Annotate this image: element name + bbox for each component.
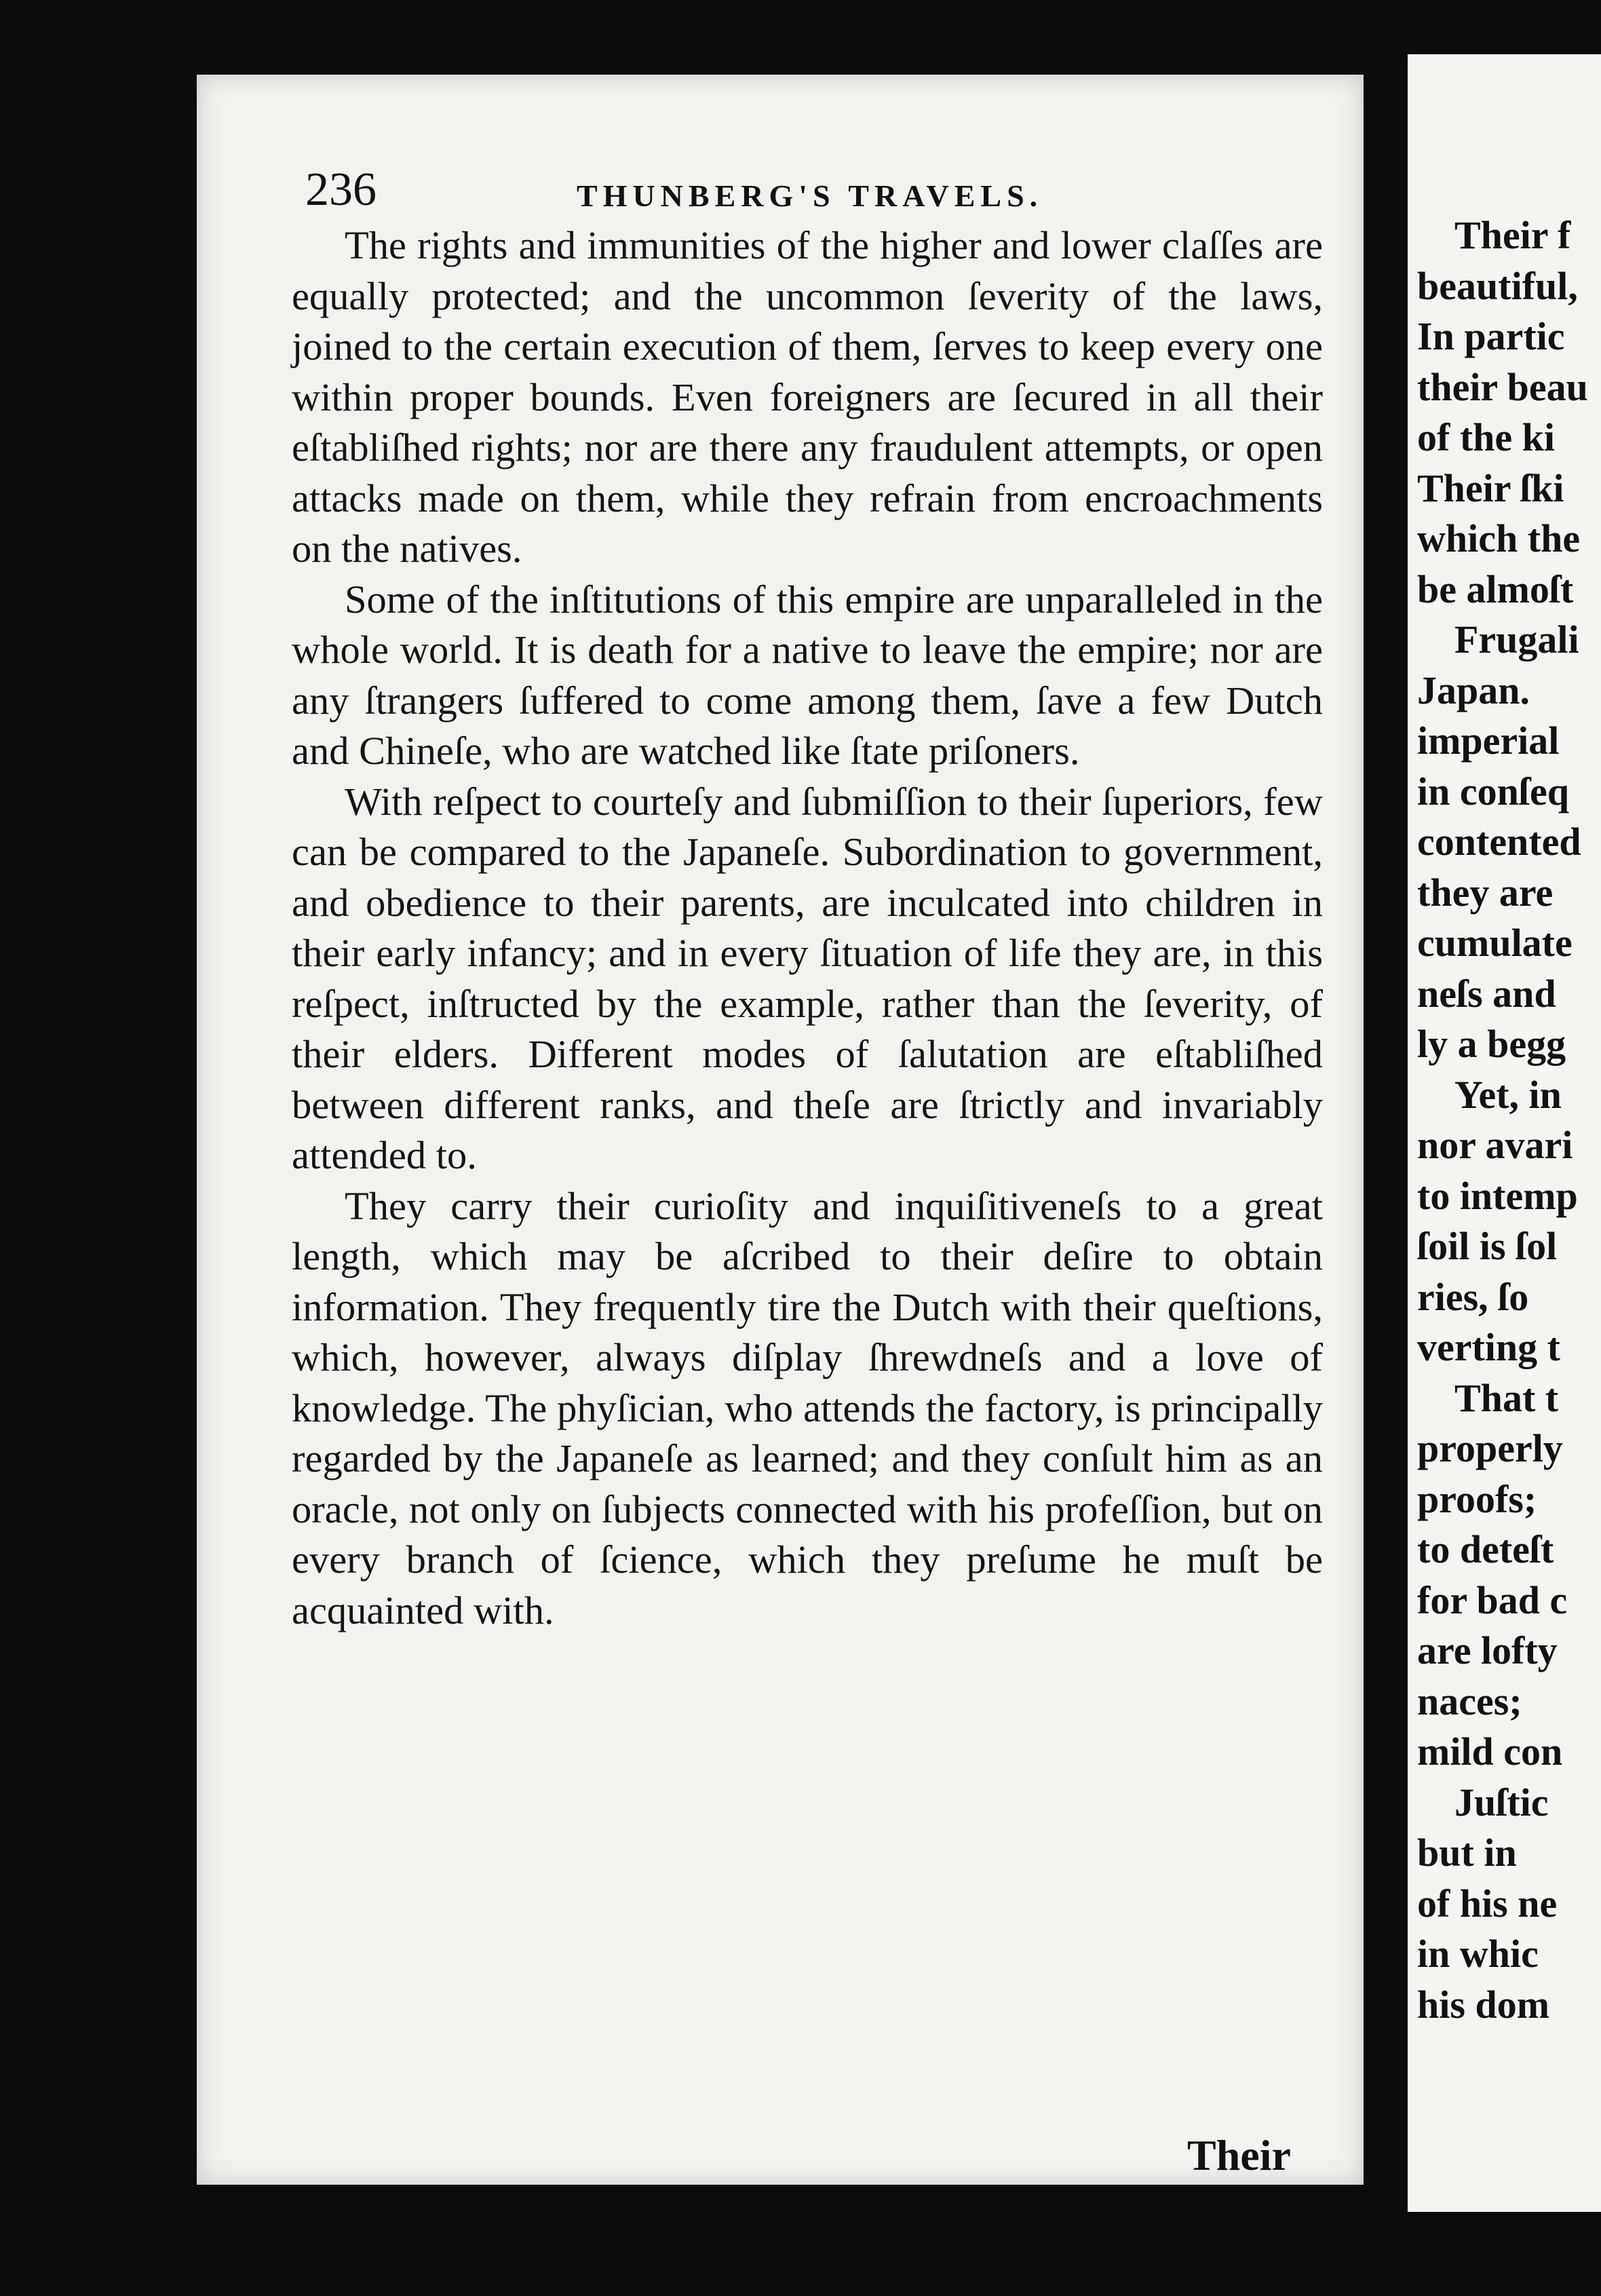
- body-text: [292, 221, 1323, 1636]
- right-page: [1408, 54, 1601, 2212]
- right-page-line: his dom: [1417, 1982, 1550, 2027]
- right-page-line: of the ki: [1417, 415, 1555, 459]
- right-page-line: Frugali: [1454, 617, 1579, 662]
- running-title: THUNBERG'S TRAVELS.: [577, 178, 1043, 213]
- right-page-line: verting t: [1417, 1325, 1560, 1369]
- right-page-line: to intemp: [1417, 1173, 1578, 1218]
- right-page-line: in conſeq: [1417, 769, 1569, 814]
- right-page-line: nor avari: [1417, 1123, 1573, 1167]
- right-page-line: neſs and: [1417, 971, 1556, 1016]
- right-page-line: in whic: [1417, 1932, 1539, 1976]
- right-page-line: Juſtic: [1454, 1780, 1549, 1824]
- right-page-line: Their ſki: [1417, 465, 1564, 510]
- right-page-line: but in: [1417, 1831, 1517, 1875]
- paragraph: With reſpect to courteſy and ſubmiſſion to their ſuperiors, few can be compared to the Japaneſe. Subordination to government, and obedience to their parents, are inculcated into children in their early infancy; and in every ſituation of life they are, in this reſpect, inſtructed by the example, rather than the ſeverity, of their elders. Different modes of ſalutation are eſtabliſhed between different ranks, and theſe are ſtrictly and invariably attended to.: [292, 779, 1323, 1177]
- right-page-line: of his ne: [1417, 1881, 1558, 1926]
- right-page-line: ſoil is ſol: [1417, 1224, 1558, 1268]
- right-page-line: their beau: [1417, 364, 1588, 409]
- right-page-lines: [1417, 210, 1601, 2030]
- right-page-line: for bad c: [1417, 1577, 1568, 1622]
- right-page-line: which the: [1417, 516, 1581, 560]
- right-page-line: mild con: [1417, 1729, 1563, 1774]
- right-page-line: ries, ſo: [1417, 1274, 1529, 1319]
- right-page-line: they are: [1417, 870, 1554, 915]
- page-number: 236: [305, 164, 377, 216]
- right-page-line: In partic: [1417, 314, 1565, 358]
- right-page-line: contented: [1417, 820, 1581, 864]
- right-page-line: ly a begg: [1417, 1022, 1566, 1066]
- right-page-line: beautiful,: [1417, 263, 1578, 308]
- right-page-line: properly: [1417, 1426, 1563, 1470]
- paragraph: Some of the inſtitutions of this empire are unparalleled in the whole world. It is death for a native to leave the empire; nor are any ſtrangers ſuffered to come among them, ſave a few Dutch and Chineſe, who are watched like ſtate priſoners.: [292, 577, 1323, 773]
- paragraph: The rights and immunities of the higher and lower claſſes are equally protected; and the uncommon ſeverity of the laws, joined to the certain execution of them, ſerves to keep every one within proper bounds. Even foreigners are ſecured in all their eſtabliſhed rights; nor are there any fraudulent attempts, or open attacks made on them, while they refrain from encroachments on the natives.: [292, 223, 1323, 571]
- right-page-line: naces;: [1417, 1679, 1522, 1723]
- right-page-line: proofs;: [1417, 1476, 1537, 1521]
- paragraph: They carry their curioſity and inquiſitiveneſs to a great length, which may be aſcribed to their deſire to obtain information. They frequently tire the Dutch with their queſtions, which, however, always diſplay ſhrewdneſs and a love of knowledge. The phyſician, who attends the factory, is principally regarded by the Japaneſe as learned; and they conſult him as an oracle, not only on ſubjects connected with his profeſſion, but on every branch of ſcience, which they preſume he muſt be acquainted with.: [292, 1183, 1323, 1632]
- left-page: [197, 75, 1364, 2185]
- right-page-line: imperial: [1417, 719, 1560, 763]
- right-page-line: Japan.: [1417, 668, 1530, 712]
- right-page-line: be almoſt: [1417, 567, 1574, 611]
- right-page-line: That t: [1454, 1375, 1559, 1420]
- catchword: Their: [1187, 2131, 1291, 2179]
- right-page-line: Their f: [1454, 213, 1571, 257]
- right-page-line: Yet, in: [1454, 1072, 1562, 1117]
- right-page-line: are lofty: [1417, 1628, 1558, 1672]
- right-page-line: cumulate: [1417, 921, 1573, 965]
- right-page-line: to deteſt: [1417, 1527, 1554, 1571]
